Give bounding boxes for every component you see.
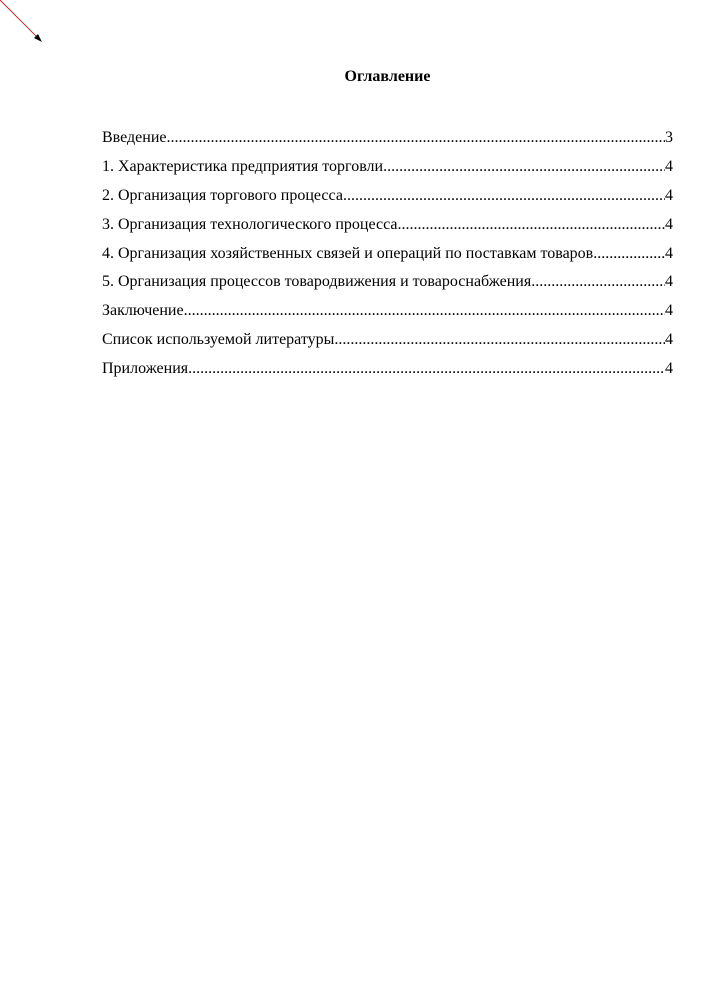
toc-entry[interactable] [102, 214, 673, 243]
toc-page-number: 4 [665, 331, 673, 349]
toc-dot-leader [531, 271, 665, 293]
toc-dot-leader [383, 156, 665, 178]
toc-entry[interactable] [102, 300, 673, 329]
toc-page-number: 4 [665, 157, 673, 175]
toc-entry-text: Приложения [102, 360, 189, 378]
toc-page-number: 4 [665, 244, 673, 262]
toc-title: Оглавление [344, 68, 431, 85]
toc-entry[interactable] [102, 329, 673, 358]
toc-entry[interactable] [102, 243, 673, 272]
toc-dot-leader [343, 185, 665, 207]
toc-page-number: 4 [665, 360, 673, 378]
toc-entry[interactable] [102, 271, 673, 300]
toc-dot-leader [188, 358, 665, 380]
toc-page-number: 4 [665, 302, 673, 320]
toc-page-number: 4 [665, 186, 673, 204]
toc-entry-text: 2. Организация торгового процесса [102, 186, 343, 204]
corner-arrow-icon [0, 0, 50, 50]
toc-page-number: 4 [665, 215, 673, 233]
toc-dot-leader [398, 214, 666, 236]
toc-entry[interactable] [102, 358, 673, 387]
toc-page-number: 4 [665, 273, 673, 291]
toc-entry-text: Введение [102, 129, 167, 146]
toc-page-number: 3 [665, 129, 673, 146]
toc-entry-text: 3. Организация технологического процесса [102, 215, 398, 233]
table-of-contents [102, 127, 673, 387]
toc-entry[interactable] [102, 185, 673, 214]
toc-entry-text: 5. Организация процессов товародвижения и товароснабжения [102, 273, 532, 291]
toc-entry-text: 1. Характеристика предприятия торговли [102, 157, 384, 175]
toc-dot-leader [334, 329, 665, 351]
toc-dot-leader [593, 243, 665, 265]
toc-dot-leader [184, 300, 665, 322]
toc-entry[interactable] [102, 156, 673, 185]
toc-entry-text: 4. Организация хозяйственных связей и операций по поставкам товаров [102, 244, 594, 262]
toc-entry[interactable] [102, 127, 673, 156]
toc-entry-text: Список используемой литературы [102, 331, 335, 349]
toc-entry-text: Заключение [102, 302, 184, 320]
toc-dot-leader [167, 127, 666, 149]
